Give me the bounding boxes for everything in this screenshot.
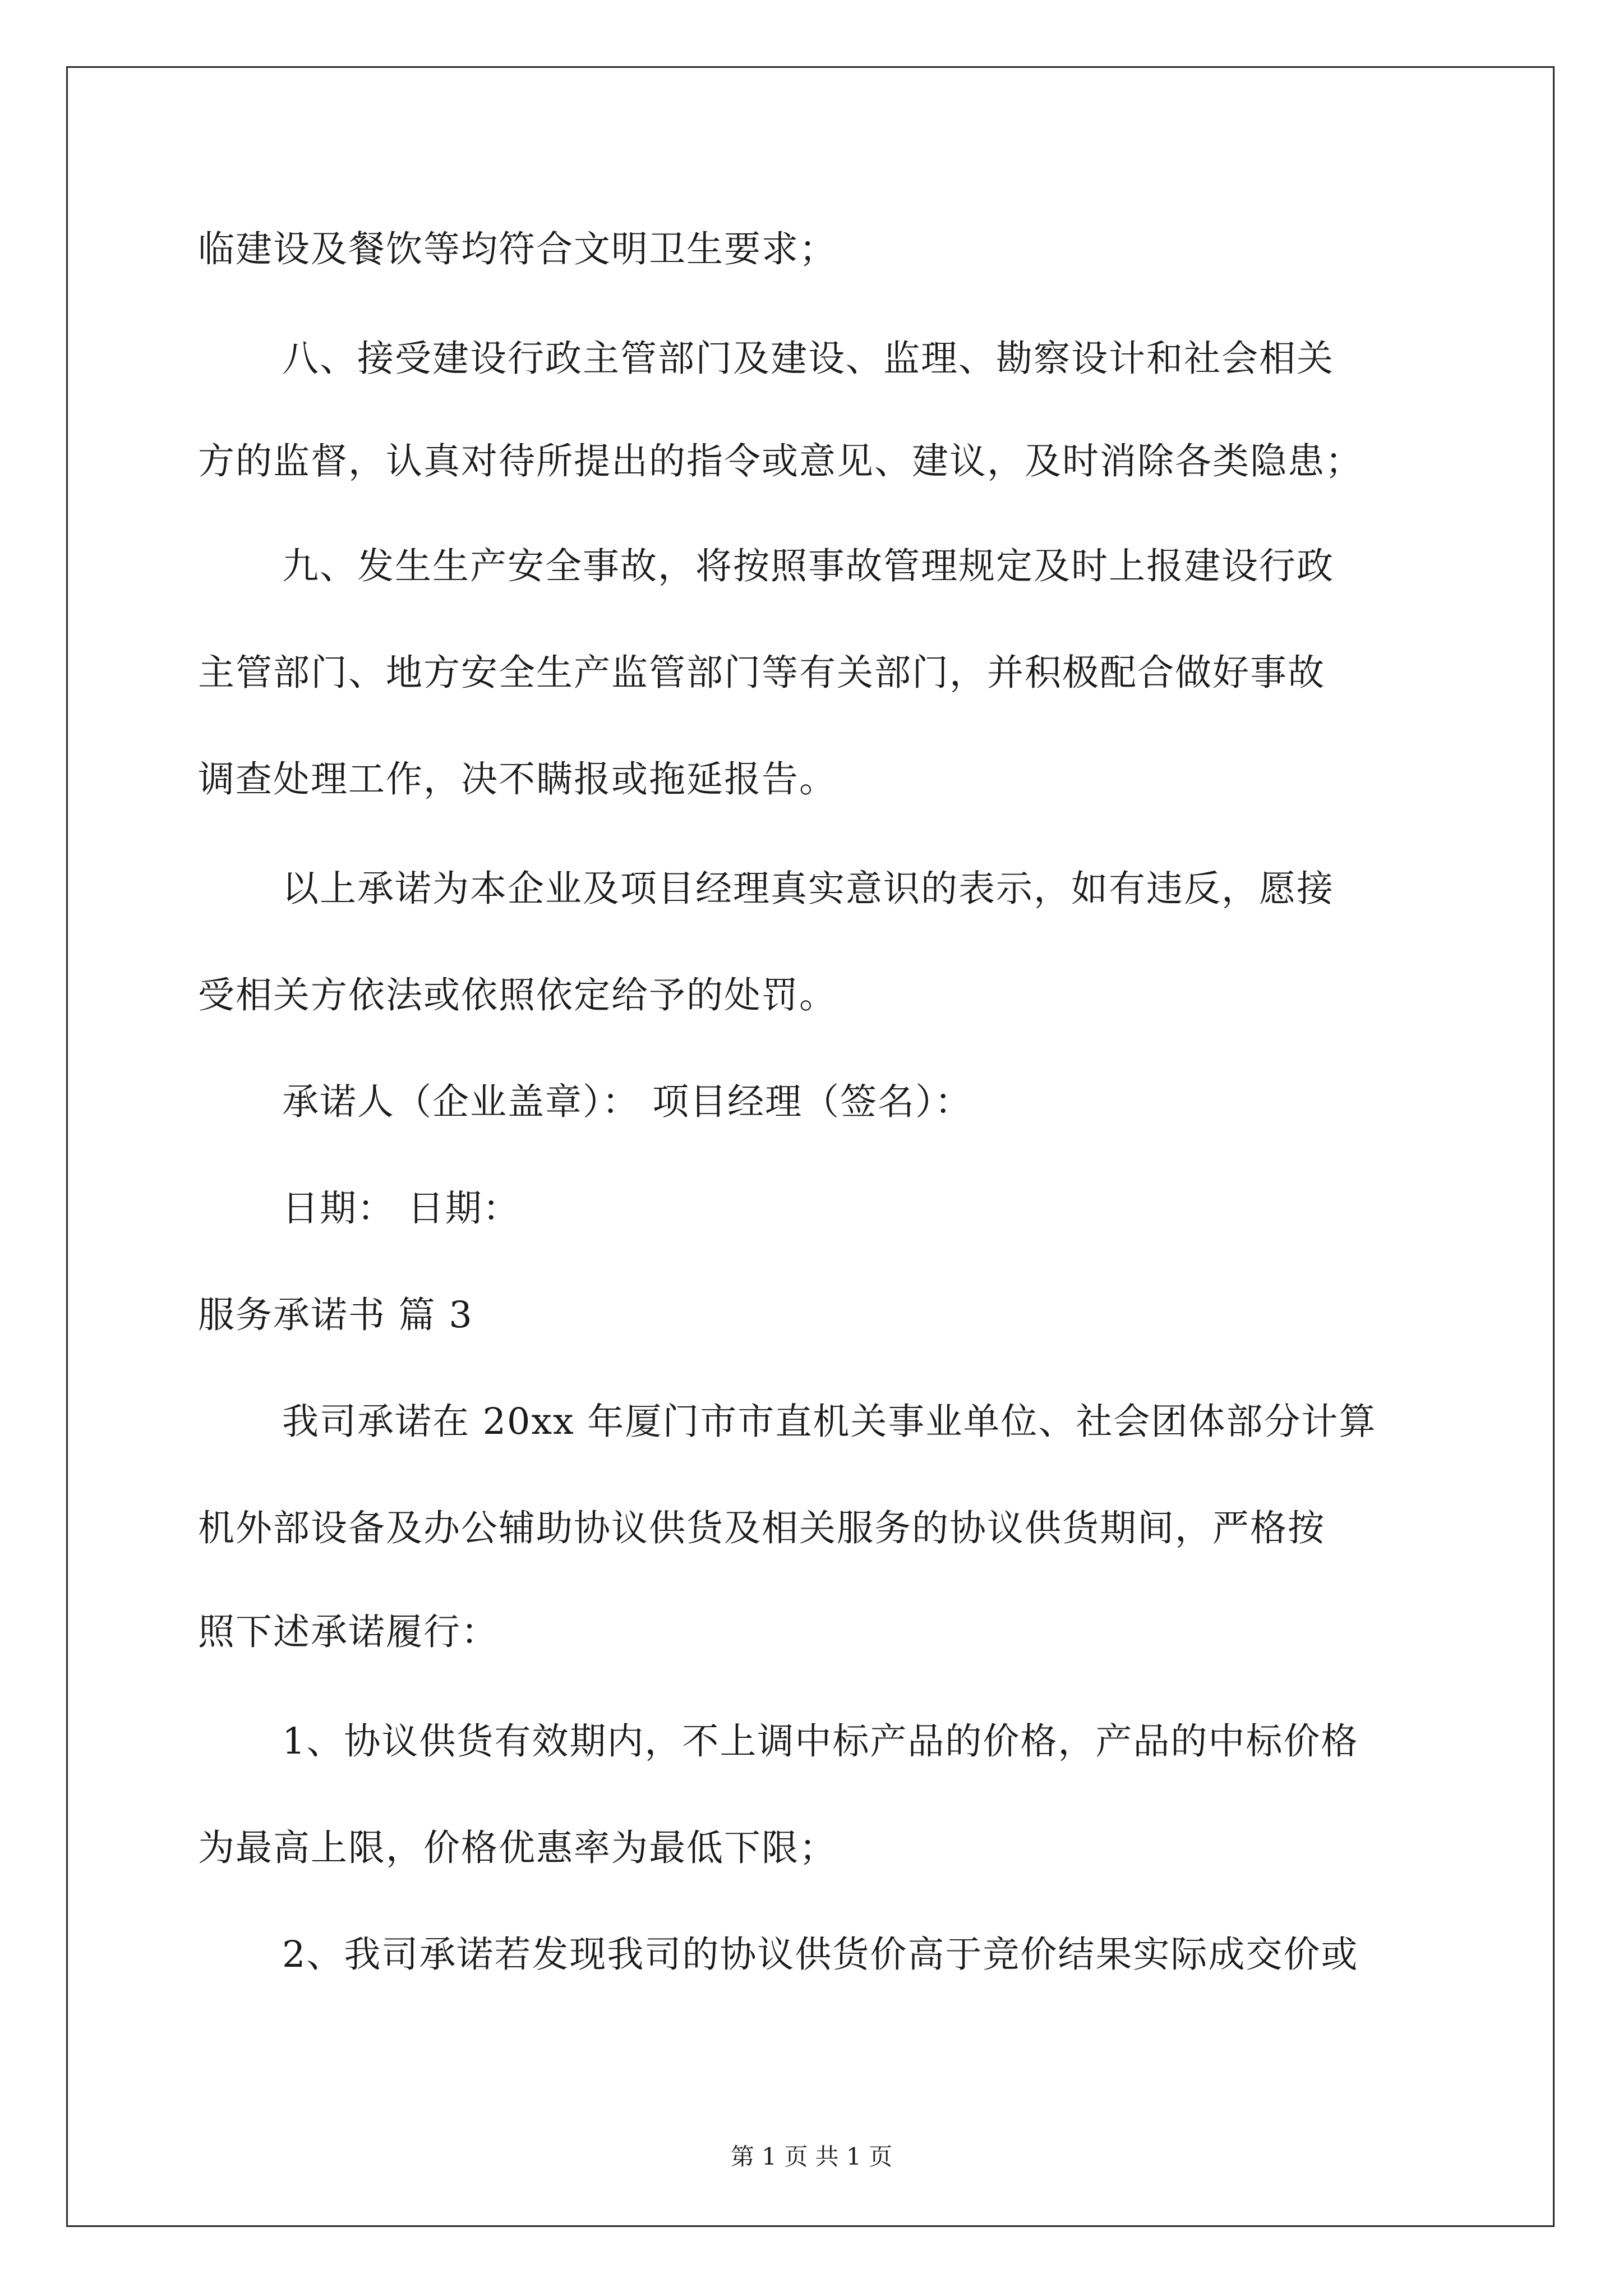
text-line: 机外部设备及办公辅助协议供货及相关服务的协议供货期间，严格按 [198,1507,1326,1549]
text-line: 为最高上限，价格优惠率为最低下限； [198,1827,837,1869]
text-line: 调查处理工作，决不瞒报或拖延报告。 [198,758,837,800]
date-line: 日期： 日期： [282,1188,520,1230]
page-border [66,66,1555,2227]
text-line: 临建设及餐饮等均符合文明卫生要求； [198,228,837,270]
text-line: 八、接受建设行政主管部门及建设、监理、勘察设计和社会相关 [282,338,1335,380]
text-line: 我司承诺在 20xx 年厦门市市直机关事业单位、社会团体部分计算 [282,1401,1377,1443]
text-line: 方的监督，认真对待所提出的指令或意见、建议，及时消除各类隐患； [198,440,1363,482]
text-line: 主管部门、地方安全生产监管部门等有关部门，并积极配合做好事故 [198,652,1326,694]
text-line: 2、我司承诺若发现我司的协议供货价高于竞价结果实际成交价或 [282,1934,1359,1976]
section-heading: 服务承诺书 篇 3 [198,1294,473,1336]
text-line: 1、协议供货有效期内，不上调中标产品的价格，产品的中标价格 [282,1720,1359,1763]
signature-line: 承诺人（企业盖章）： 项目经理（签名）： [282,1081,972,1123]
page-number-footer: 第 1 页 共 1 页 [730,2143,893,2170]
text-line: 照下述承诺履行： [198,1611,499,1653]
text-line: 九、发生生产安全事故，将按照事故管理规定及时上报建设行政 [282,545,1335,587]
text-line: 受相关方依法或依照依定给予的处罚。 [198,974,837,1016]
text-line: 以上承诺为本企业及项目经理真实意识的表示，如有违反，愿接 [282,868,1335,910]
